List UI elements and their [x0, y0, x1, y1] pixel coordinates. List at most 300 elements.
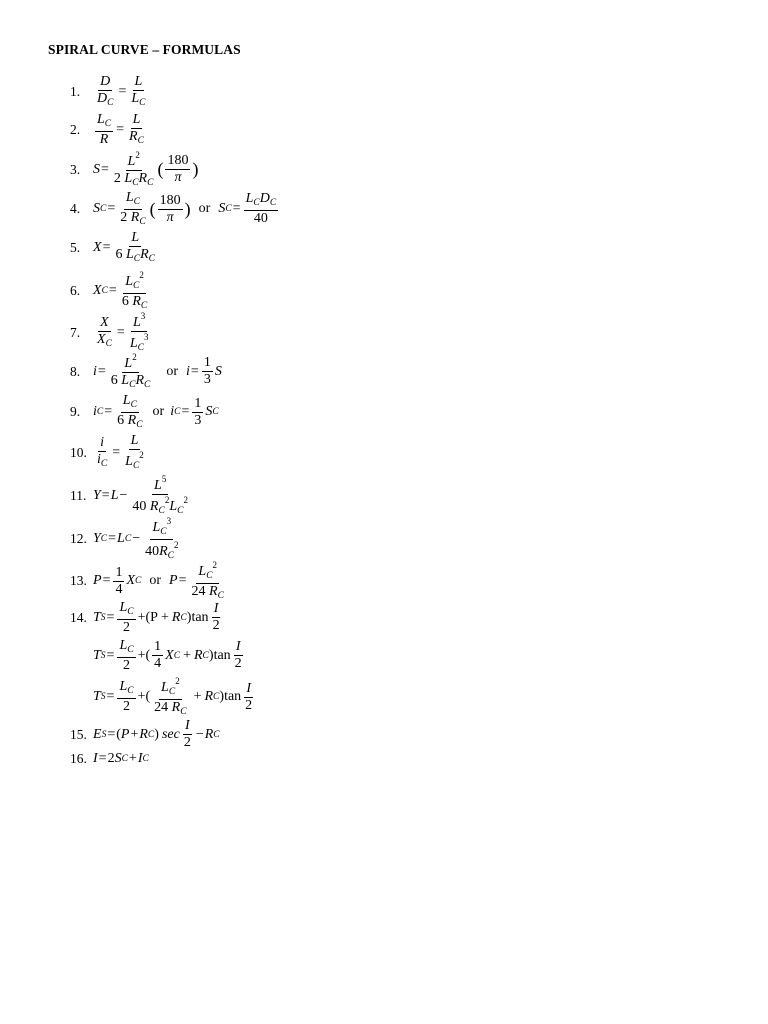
fraction [128, 311, 151, 355]
subscript: C [180, 706, 187, 717]
math-symbol: = [101, 487, 110, 503]
math-symbol: = [116, 324, 125, 340]
subscript: C [206, 571, 213, 581]
subscript: C [212, 407, 219, 417]
math-symbol: P [120, 726, 130, 742]
math-symbol: L [119, 600, 128, 615]
formula-14-alt-1 [93, 638, 246, 674]
formula-3 [70, 150, 198, 190]
math-symbol: L [169, 499, 178, 514]
math-symbol: tan [224, 689, 242, 704]
subscript: C [160, 527, 167, 537]
math-symbol: X [97, 332, 106, 347]
math-symbol [117, 600, 135, 620]
math-symbol: ) [192, 159, 199, 180]
subscript: C [127, 607, 134, 617]
subscript: C [100, 204, 107, 214]
math-symbol: 6 [121, 293, 129, 309]
fraction [243, 681, 254, 714]
fraction [202, 355, 213, 388]
math-symbol: 6 [117, 412, 125, 428]
equation [93, 751, 149, 767]
math-symbol: 24 [154, 699, 169, 715]
math-symbol: S [218, 201, 226, 216]
subscript: S [100, 692, 106, 702]
math-symbol [152, 700, 188, 719]
math-symbol: L [132, 112, 141, 127]
math-symbol: = [101, 161, 109, 177]
math-symbol: L [130, 433, 139, 448]
math-symbol: 2 [123, 619, 131, 635]
math-symbol [165, 210, 176, 226]
math-symbol: 1 [203, 355, 211, 371]
math-symbol: X [93, 239, 102, 255]
formula-5 [70, 230, 159, 266]
fraction [165, 153, 190, 186]
equation [93, 150, 198, 190]
math-symbol [129, 91, 147, 110]
math-symbol: or [166, 363, 179, 379]
math-symbol: L [131, 230, 140, 245]
math-symbol: ) [186, 609, 192, 625]
formula-number: 8. [70, 363, 81, 379]
math-symbol [183, 718, 192, 735]
math-symbol [122, 352, 138, 373]
math-symbol: 180 [159, 192, 181, 208]
math-symbol: L [245, 191, 254, 207]
subscript: C [253, 198, 260, 209]
math-symbol [115, 413, 144, 432]
math-symbol: 2 [120, 209, 128, 225]
subscript: C [96, 407, 104, 417]
math-symbol [129, 230, 141, 247]
equation [93, 393, 219, 431]
math-symbol: + [160, 609, 169, 625]
math-symbol: L [152, 520, 161, 535]
math-symbol: R [139, 726, 148, 742]
math-symbol [131, 311, 147, 332]
math-symbol: 4 [115, 581, 123, 597]
subscript: C [105, 339, 112, 349]
math-symbol: P [150, 609, 158, 625]
math-symbol: E [93, 726, 102, 742]
math-symbol: = [190, 363, 199, 379]
subscript: C [132, 281, 140, 291]
math-symbol: ) [154, 726, 159, 742]
math-symbol: ( [145, 647, 151, 663]
fraction [95, 112, 113, 148]
math-symbol: = [178, 573, 187, 588]
superscript: 5 [161, 474, 167, 484]
subscript: C [101, 286, 108, 296]
formula-9 [70, 393, 219, 431]
math-symbol: i [170, 404, 175, 419]
math-symbol [127, 129, 146, 148]
math-symbol: or [149, 573, 162, 588]
subscript: C [139, 216, 146, 227]
subscript: C [104, 119, 112, 129]
math-symbol [130, 495, 190, 518]
math-symbol [124, 190, 142, 210]
math-symbol: 24 [191, 583, 206, 599]
math-symbol [159, 676, 182, 700]
fraction [152, 639, 163, 672]
equation [93, 600, 224, 636]
math-symbol: + [137, 609, 146, 625]
math-symbol: = [106, 609, 115, 625]
math-symbol: 2 [245, 697, 253, 713]
math-symbol: P [169, 573, 178, 588]
math-symbol: L [124, 171, 133, 186]
subscript: C [133, 254, 141, 264]
formula-number: 6. [70, 283, 81, 298]
math-symbol [113, 247, 157, 266]
subscript: C [177, 506, 184, 516]
math-symbol: L [119, 638, 128, 653]
subscript: C [225, 204, 232, 214]
fraction [192, 396, 203, 429]
math-symbol [118, 210, 147, 229]
superscript: 2 [212, 560, 218, 570]
fraction [95, 435, 109, 471]
fraction [152, 676, 188, 718]
page-title: SPIRAL CURVE – FORMULAS [48, 42, 241, 57]
math-symbol: S [93, 161, 100, 177]
math-symbol: R [138, 171, 148, 186]
math-symbol: L [110, 487, 119, 503]
formula-16 [70, 751, 149, 767]
superscript: 2 [135, 150, 140, 160]
subscript: C [168, 687, 176, 697]
math-symbol [95, 452, 109, 471]
math-symbol: R [204, 689, 214, 704]
math-symbol: ( [149, 198, 156, 219]
math-symbol: = [118, 83, 127, 99]
math-symbol: L [121, 373, 130, 388]
superscript: 3 [140, 311, 146, 321]
subscript: C [132, 178, 139, 188]
math-symbol: 2 [234, 656, 242, 672]
fraction [190, 560, 226, 602]
subscript: C [137, 136, 144, 146]
equation [93, 311, 152, 355]
math-symbol: − [195, 726, 204, 742]
fraction [112, 150, 156, 190]
math-symbol: L [161, 680, 169, 695]
math-symbol: R [149, 499, 159, 514]
equation [93, 230, 159, 266]
formula-12 [70, 516, 183, 562]
formula-number: 7. [70, 324, 81, 340]
math-symbol: 2 [107, 751, 115, 766]
subscript: C [136, 419, 143, 430]
equation [93, 352, 222, 392]
subscript: C [147, 178, 154, 188]
math-symbol: D [97, 91, 108, 106]
fraction [244, 191, 279, 227]
math-symbol [212, 601, 221, 618]
math-symbol: T [93, 647, 101, 663]
math-symbol: ( [116, 726, 121, 742]
subscript: C [100, 534, 108, 544]
math-symbol: 2 [123, 657, 131, 673]
math-symbol: T [93, 689, 101, 704]
formula-number: 10. [70, 444, 87, 460]
math-symbol [234, 639, 243, 656]
formula-14-alt-2 [93, 676, 256, 718]
math-symbol: R [129, 129, 138, 144]
superscript: 2 [175, 676, 180, 686]
math-symbol: 3 [203, 372, 211, 388]
subscript: C [142, 754, 149, 764]
math-symbol: ) [219, 689, 225, 704]
math-symbol [244, 681, 253, 698]
math-symbol [196, 560, 219, 584]
math-symbol: L [125, 454, 133, 469]
fraction [115, 393, 144, 431]
fraction [117, 679, 135, 715]
math-symbol: ( [145, 609, 151, 625]
subscript: C [107, 98, 114, 108]
math-symbol: X [126, 573, 136, 588]
math-symbol [152, 474, 168, 495]
math-symbol: S [214, 363, 222, 379]
math-symbol: L [124, 356, 133, 371]
subscript: S [100, 612, 106, 623]
math-symbol: T [93, 609, 101, 625]
subscript: C [180, 612, 187, 623]
math-symbol: 40 [132, 499, 147, 514]
math-symbol [129, 433, 141, 450]
formula-number: 11. [70, 487, 87, 503]
math-symbol: R [159, 543, 168, 559]
math-symbol: = [108, 531, 117, 546]
superscript: 3 [166, 516, 172, 526]
fraction [95, 315, 114, 351]
fraction [113, 230, 157, 266]
math-symbol: = [232, 201, 241, 216]
math-symbol: i [186, 363, 190, 379]
math-symbol [131, 112, 143, 129]
formula-number: 13. [70, 573, 87, 588]
math-symbol: R [171, 609, 181, 625]
fraction [182, 718, 193, 751]
formula-number: 15. [70, 726, 87, 742]
math-symbol [143, 540, 180, 563]
equation [93, 474, 192, 518]
math-symbol [95, 112, 113, 132]
subscript: C [139, 98, 146, 108]
superscript: 2 [164, 495, 170, 505]
fraction [118, 190, 147, 228]
fraction [123, 433, 146, 473]
math-symbol: L [134, 74, 143, 89]
math-symbol: R [209, 583, 218, 599]
fraction [129, 74, 147, 110]
equation [93, 190, 280, 228]
subscript: C [269, 198, 277, 209]
math-symbol: 2 [212, 618, 220, 634]
subscript: C [140, 300, 148, 311]
math-symbol [95, 91, 115, 110]
subscript: C [133, 197, 141, 207]
math-symbol: R [127, 412, 137, 428]
superscript: 2 [132, 352, 137, 362]
math-symbol: i [93, 363, 97, 379]
fraction [117, 600, 135, 636]
math-symbol: I [246, 680, 251, 696]
fraction [143, 516, 180, 562]
math-symbol: − [132, 531, 141, 546]
equation [93, 516, 183, 562]
formula-number: 1. [70, 83, 81, 99]
superscript: 2 [174, 539, 179, 550]
math-symbol [244, 191, 279, 211]
equation [93, 74, 150, 110]
math-symbol: L [119, 679, 128, 695]
math-symbol: π [174, 170, 182, 186]
math-symbol [121, 393, 139, 413]
math-symbol [95, 332, 114, 351]
subscript: C [130, 400, 137, 410]
formula-number: 12. [70, 531, 87, 546]
math-symbol [98, 435, 106, 452]
formula-number: 4. [70, 201, 81, 216]
math-symbol: 2 [183, 735, 191, 750]
formula-13 [70, 560, 228, 602]
math-symbol [126, 150, 142, 171]
subscript: C [135, 576, 142, 586]
superscript: 3 [143, 332, 149, 342]
math-symbol: = [108, 283, 117, 298]
math-symbol: L [198, 564, 207, 579]
math-symbol: L [125, 247, 134, 262]
math-symbol: = [102, 239, 111, 255]
math-symbol: ( [157, 159, 164, 180]
math-symbol: 1 [115, 564, 123, 580]
math-symbol: 6 [115, 247, 123, 262]
subscript: C [202, 650, 209, 661]
math-symbol: sec [161, 726, 180, 742]
fraction [95, 74, 115, 110]
math-symbol [117, 679, 135, 699]
fraction [233, 639, 244, 672]
math-symbol: P [93, 573, 102, 588]
math-symbol [98, 132, 111, 148]
formula-number: 3. [70, 161, 81, 177]
math-symbol: + [193, 689, 202, 704]
math-symbol [117, 638, 135, 658]
math-symbol: + [137, 647, 146, 663]
math-symbol: R [132, 293, 141, 309]
math-symbol: = [106, 689, 115, 704]
math-symbol: ( [145, 689, 151, 704]
fraction [109, 352, 153, 392]
math-symbol: L [125, 190, 134, 205]
math-symbol: R [140, 247, 149, 262]
math-symbol: tan [191, 609, 209, 625]
math-symbol: 6 [110, 373, 118, 388]
subscript: C [127, 686, 134, 697]
equation [93, 676, 256, 718]
math-symbol: R [204, 726, 214, 742]
subscript: C [148, 254, 156, 264]
math-symbol: I [137, 751, 143, 766]
math-symbol: L [122, 393, 131, 408]
math-symbol: = [107, 726, 116, 742]
subscript: S [100, 650, 106, 661]
math-symbol: i [97, 452, 101, 467]
subscript: C [213, 692, 220, 702]
fraction [127, 112, 146, 148]
math-symbol: 1 [194, 395, 202, 411]
formula-number: 14. [70, 609, 87, 625]
math-symbol: R [99, 131, 109, 147]
formula-7 [70, 311, 152, 355]
math-symbol: ) [208, 647, 214, 663]
subscript: C [174, 407, 181, 417]
formula-number: 9. [70, 404, 81, 419]
formula-11 [70, 474, 192, 518]
subscript: C [137, 343, 144, 353]
formula-1 [70, 74, 150, 110]
math-symbol: R [193, 647, 203, 663]
math-symbol: + [183, 647, 191, 663]
math-symbol: L [154, 478, 162, 493]
fraction [113, 565, 124, 598]
superscript: 2 [139, 450, 144, 460]
math-symbol: = [116, 121, 125, 137]
subscript: C [144, 380, 151, 390]
math-symbol: S [205, 404, 213, 419]
math-symbol: + [128, 751, 137, 766]
math-symbol: L [125, 274, 133, 289]
formula-2 [70, 112, 148, 148]
math-symbol: Y [93, 531, 101, 546]
subscript: S [101, 729, 107, 740]
math-symbol: R [135, 373, 144, 388]
fraction [158, 193, 183, 226]
math-symbol: I [93, 751, 98, 766]
math-symbol [150, 516, 173, 540]
subscript: C [213, 729, 220, 740]
math-symbol: = [181, 404, 190, 419]
math-symbol: = [97, 363, 106, 379]
math-symbol: π [166, 209, 174, 225]
math-symbol: = [104, 404, 113, 419]
formula-10 [70, 433, 148, 473]
equation [93, 718, 220, 751]
superscript: 2 [183, 495, 188, 505]
formula-6 [70, 270, 151, 312]
math-symbol: L [132, 315, 141, 330]
math-symbol [109, 373, 153, 392]
equation [93, 112, 148, 148]
math-symbol [123, 270, 146, 294]
math-symbol: ) [184, 198, 191, 219]
math-symbol [98, 315, 111, 332]
math-symbol: L [117, 531, 125, 546]
math-symbol: S [93, 201, 100, 216]
subscript: C [100, 459, 108, 469]
math-symbol: 40 [145, 543, 160, 559]
math-symbol: L [131, 91, 140, 106]
math-symbol [172, 170, 183, 186]
subscript: C [173, 650, 181, 661]
math-symbol: = [106, 647, 115, 663]
subscript: C [132, 461, 140, 471]
equation [93, 638, 246, 674]
